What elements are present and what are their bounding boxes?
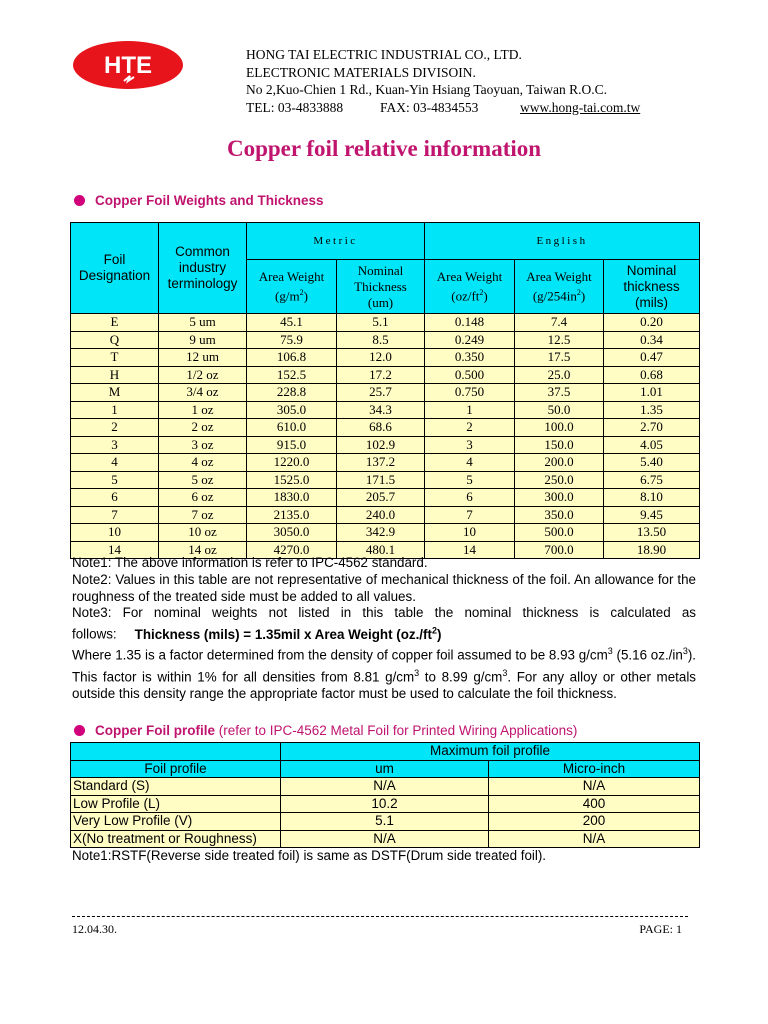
cell-foil: 3 (71, 436, 159, 454)
cell-nominal-mils: 18.90 (604, 541, 700, 559)
section-heading-weights (74, 193, 324, 208)
header-nominal-thickness-mils: Nominal thickness (mils) (604, 260, 700, 314)
note-density: Where 1.35 is a factor determined from the density of copper foil assumed to be 8.93 $g/cm^3$ (5.16 $oz./in^3$). This factor is within 1% for all densities from 8.81 $g/cm^3$ to 8.99 $g/cm^3$. For any alloy or other metals outside this density range the appropriate factor must be used to calculate the foil thickness. (72, 646, 697, 701)
header-area-weight-g254in2: Area Weight $(g/254in^2)$ (515, 260, 604, 314)
thickness-formula: Thickness (mils) = 1.35mil x Area Weight $(oz./ft^2)$ (134, 625, 442, 642)
cell-nominal-mils: 13.50 (604, 524, 700, 542)
cell-nominal-um: 68.6 (337, 419, 425, 437)
cell-foil: 10 (71, 524, 159, 542)
cell-nominal-um: 240.0 (337, 506, 425, 524)
bullet-icon (74, 195, 85, 206)
table-row (71, 314, 700, 332)
cell-common: 14 oz (159, 541, 247, 559)
cell-nominal-mils: 0.47 (604, 349, 700, 367)
cell-nominal-mils: 5.40 (604, 454, 700, 472)
header-micro-inch: Micro-inch (489, 760, 700, 778)
company-info (246, 46, 640, 116)
footer-page-number: PAGE: 1 (639, 922, 682, 936)
cell-area-g254in2: 7.4 (515, 314, 604, 332)
table-row (71, 419, 700, 437)
cell-common: 6 oz (159, 489, 247, 507)
cell-area-ozft2: 5 (425, 471, 515, 489)
cell-nominal-um: 137.2 (337, 454, 425, 472)
cell-area-ozft2: 7 (425, 506, 515, 524)
header-max-foil-profile: Maximum foil profile (281, 743, 700, 761)
cell-micro-inch: 400 (489, 795, 700, 813)
cell-area-gm2: 2135.0 (247, 506, 337, 524)
cell-area-gm2: 106.8 (247, 349, 337, 367)
cell-foil-profile: Very Low Profile (V) (71, 813, 281, 831)
cell-area-g254in2: 37.5 (515, 384, 604, 402)
footer-divider (72, 916, 688, 917)
company-division: ELECTRONIC MATERIALS DIVISOIN. (246, 64, 476, 80)
header-common-terminology: Common industry terminology (159, 223, 247, 314)
cell-area-g254in2: 300.0 (515, 489, 604, 507)
cell-area-gm2: 3050.0 (247, 524, 337, 542)
table-row (71, 813, 700, 831)
cell-area-gm2: 152.5 (247, 366, 337, 384)
cell-nominal-mils: 0.34 (604, 331, 700, 349)
cell-um: N/A (281, 830, 489, 848)
cell-nominal-mils: 9.45 (604, 506, 700, 524)
cell-common: 10 oz (159, 524, 247, 542)
cell-common: 1 oz (159, 401, 247, 419)
cell-foil: H (71, 366, 159, 384)
section-heading-text: Copper Foil profile (95, 723, 215, 738)
cell-nominal-um: 8.5 (337, 331, 425, 349)
cell-nominal-um: 480.1 (337, 541, 425, 559)
header-nominal-thickness-um: Nominal Thickness (um) (337, 260, 425, 314)
cell-micro-inch: 200 (489, 813, 700, 831)
header-foil-designation: Foil Designation (71, 223, 159, 314)
cell-area-g254in2: 25.0 (515, 366, 604, 384)
cell-area-ozft2: 1 (425, 401, 515, 419)
cell-area-ozft2: 4 (425, 454, 515, 472)
cell-area-gm2: 1220.0 (247, 454, 337, 472)
cell-foil-profile: Standard (S) (71, 778, 281, 796)
note-1: Note1: The above information is refer to IPC-4562 standard. (72, 555, 428, 570)
company-tel: TEL: 03-4833888 (246, 99, 344, 115)
cell-nominal-mils: 0.20 (604, 314, 700, 332)
section-heading-profile (74, 723, 577, 738)
cell-nominal-um: 25.7 (337, 384, 425, 402)
cell-area-g254in2: 200.0 (515, 454, 604, 472)
cell-area-gm2: 915.0 (247, 436, 337, 454)
cell-area-ozft2: 14 (425, 541, 515, 559)
cell-area-ozft2: 0.350 (425, 349, 515, 367)
cell-common: 12 um (159, 349, 247, 367)
cell-area-g254in2: 50.0 (515, 401, 604, 419)
company-address: No 2,Kuo-Chien 1 Rd., Kuan-Yin Hsiang Taoyuan, Taiwan R.O.C. (246, 82, 607, 97)
cell-foil: 5 (71, 471, 159, 489)
footer-date: 12.04.30. (72, 922, 117, 936)
table-row (71, 366, 700, 384)
cell-area-gm2: 610.0 (247, 419, 337, 437)
cell-area-ozft2: 10 (425, 524, 515, 542)
cell-area-ozft2: 3 (425, 436, 515, 454)
cell-area-gm2: 1525.0 (247, 471, 337, 489)
table-row (71, 506, 700, 524)
cell-area-ozft2: 0.500 (425, 366, 515, 384)
bullet-icon (74, 725, 85, 736)
table-row (71, 778, 700, 796)
cell-area-ozft2: 0.148 (425, 314, 515, 332)
table-row (71, 489, 700, 507)
company-name: HONG TAI ELECTRIC INDUSTRIAL CO., LTD. (246, 47, 522, 62)
section-reference: (refer to IPC-4562 Metal Foil for Printed Wiring Applications) (215, 723, 578, 738)
cell-nominal-um: 205.7 (337, 489, 425, 507)
cell-area-g254in2: 100.0 (515, 419, 604, 437)
cell-area-g254in2: 700.0 (515, 541, 604, 559)
cell-nominal-um: 12.0 (337, 349, 425, 367)
cell-nominal-um: 34.3 (337, 401, 425, 419)
table-row (71, 471, 700, 489)
cell-area-g254in2: 250.0 (515, 471, 604, 489)
cell-area-g254in2: 17.5 (515, 349, 604, 367)
cell-micro-inch: N/A (489, 778, 700, 796)
header-english: English (425, 223, 700, 260)
cell-foil: 14 (71, 541, 159, 559)
company-logo (72, 40, 184, 90)
cell-area-g254in2: 500.0 (515, 524, 604, 542)
cell-nominal-mils: 8.10 (604, 489, 700, 507)
note-3: Note3: For nominal weights not listed in this table the nominal thickness is calculated as follows: Thickness (mils) = 1.35mil x Area Weight $(oz./ft^2)$ (72, 605, 696, 642)
cell-area-gm2: 305.0 (247, 401, 337, 419)
cell-foil-profile: X(No treatment or Roughness) (71, 830, 281, 848)
cell-area-ozft2: 0.249 (425, 331, 515, 349)
cell-nominal-um: 17.2 (337, 366, 425, 384)
foil-weights-table (70, 222, 700, 559)
cell-common: 4 oz (159, 454, 247, 472)
cell-area-gm2: 45.1 (247, 314, 337, 332)
cell-nominal-mils: 1.01 (604, 384, 700, 402)
table-row (71, 401, 700, 419)
company-fax: FAX: 03-4834553 (380, 99, 479, 115)
header-um: um (281, 760, 489, 778)
cell-area-g254in2: 12.5 (515, 331, 604, 349)
company-url[interactable]: www.hong-tai.com.tw (520, 99, 641, 115)
section-heading-text: Copper Foil Weights and Thickness (95, 193, 324, 208)
foil-profile-table (70, 742, 700, 848)
page-title: Copper foil relative information (226, 136, 542, 161)
cell-um: 10.2 (281, 795, 489, 813)
cell-foil: Q (71, 331, 159, 349)
header-metric: Metric (247, 223, 425, 260)
cell-area-ozft2: 0.750 (425, 384, 515, 402)
cell-foil: 1 (71, 401, 159, 419)
cell-foil: 4 (71, 454, 159, 472)
table-row (71, 384, 700, 402)
header-area-weight-ozft2: Area Weight $(oz/ft^2)$ (425, 260, 515, 314)
cell-nominal-um: 171.5 (337, 471, 425, 489)
cell-nominal-mils: 1.35 (604, 401, 700, 419)
cell-micro-inch: N/A (489, 830, 700, 848)
cell-um: 5.1 (281, 813, 489, 831)
cell-common: 7 oz (159, 506, 247, 524)
table-row (71, 524, 700, 542)
cell-common: 3 oz (159, 436, 247, 454)
table-row (71, 436, 700, 454)
cell-common: 5 um (159, 314, 247, 332)
cell-foil: T (71, 349, 159, 367)
table-row (71, 830, 700, 848)
cell-nominal-mils: 2.70 (604, 419, 700, 437)
cell-nominal-mils: 6.75 (604, 471, 700, 489)
cell-area-gm2: 75.9 (247, 331, 337, 349)
note-profile: Note1:RSTF(Reverse side treated foil) is same as DSTF(Drum side treated foil). (72, 848, 547, 863)
header-foil-profile: Foil profile (71, 760, 281, 778)
company-contact (246, 99, 640, 117)
cell-foil: E (71, 314, 159, 332)
logo-text: HTE (104, 52, 152, 79)
table-row (71, 349, 700, 367)
cell-nominal-um: 5.1 (337, 314, 425, 332)
cell-common: 5 oz (159, 471, 247, 489)
cell-area-g254in2: 150.0 (515, 436, 604, 454)
cell-area-g254in2: 350.0 (515, 506, 604, 524)
cell-area-gm2: 1830.0 (247, 489, 337, 507)
table-row (71, 331, 700, 349)
cell-nominal-um: 102.9 (337, 436, 425, 454)
cell-foil: 2 (71, 419, 159, 437)
cell-nominal-mils: 4.05 (604, 436, 700, 454)
cell-area-ozft2: 6 (425, 489, 515, 507)
header-empty (71, 743, 281, 761)
cell-area-gm2: 4270.0 (247, 541, 337, 559)
cell-foil: 7 (71, 506, 159, 524)
cell-area-gm2: 228.8 (247, 384, 337, 402)
cell-common: 3/4 oz (159, 384, 247, 402)
cell-nominal-um: 342.9 (337, 524, 425, 542)
cell-foil: M (71, 384, 159, 402)
cell-common: 9 um (159, 331, 247, 349)
cell-foil: 6 (71, 489, 159, 507)
cell-um: N/A (281, 778, 489, 796)
cell-common: 2 oz (159, 419, 247, 437)
cell-foil-profile: Low Profile (L) (71, 795, 281, 813)
table-row (71, 454, 700, 472)
notes-block (72, 555, 696, 703)
header-area-weight-gm2: Area Weight $(g/m^2)$ (247, 260, 337, 314)
cell-common: 1/2 oz (159, 366, 247, 384)
cell-area-ozft2: 2 (425, 419, 515, 437)
cell-nominal-mils: 0.68 (604, 366, 700, 384)
table-row (71, 795, 700, 813)
note-2: Note2: Values in this table are not representative of mechanical thickness of the foil. An allowance for the roughness of the treated side must be added to all values. (72, 571, 696, 604)
